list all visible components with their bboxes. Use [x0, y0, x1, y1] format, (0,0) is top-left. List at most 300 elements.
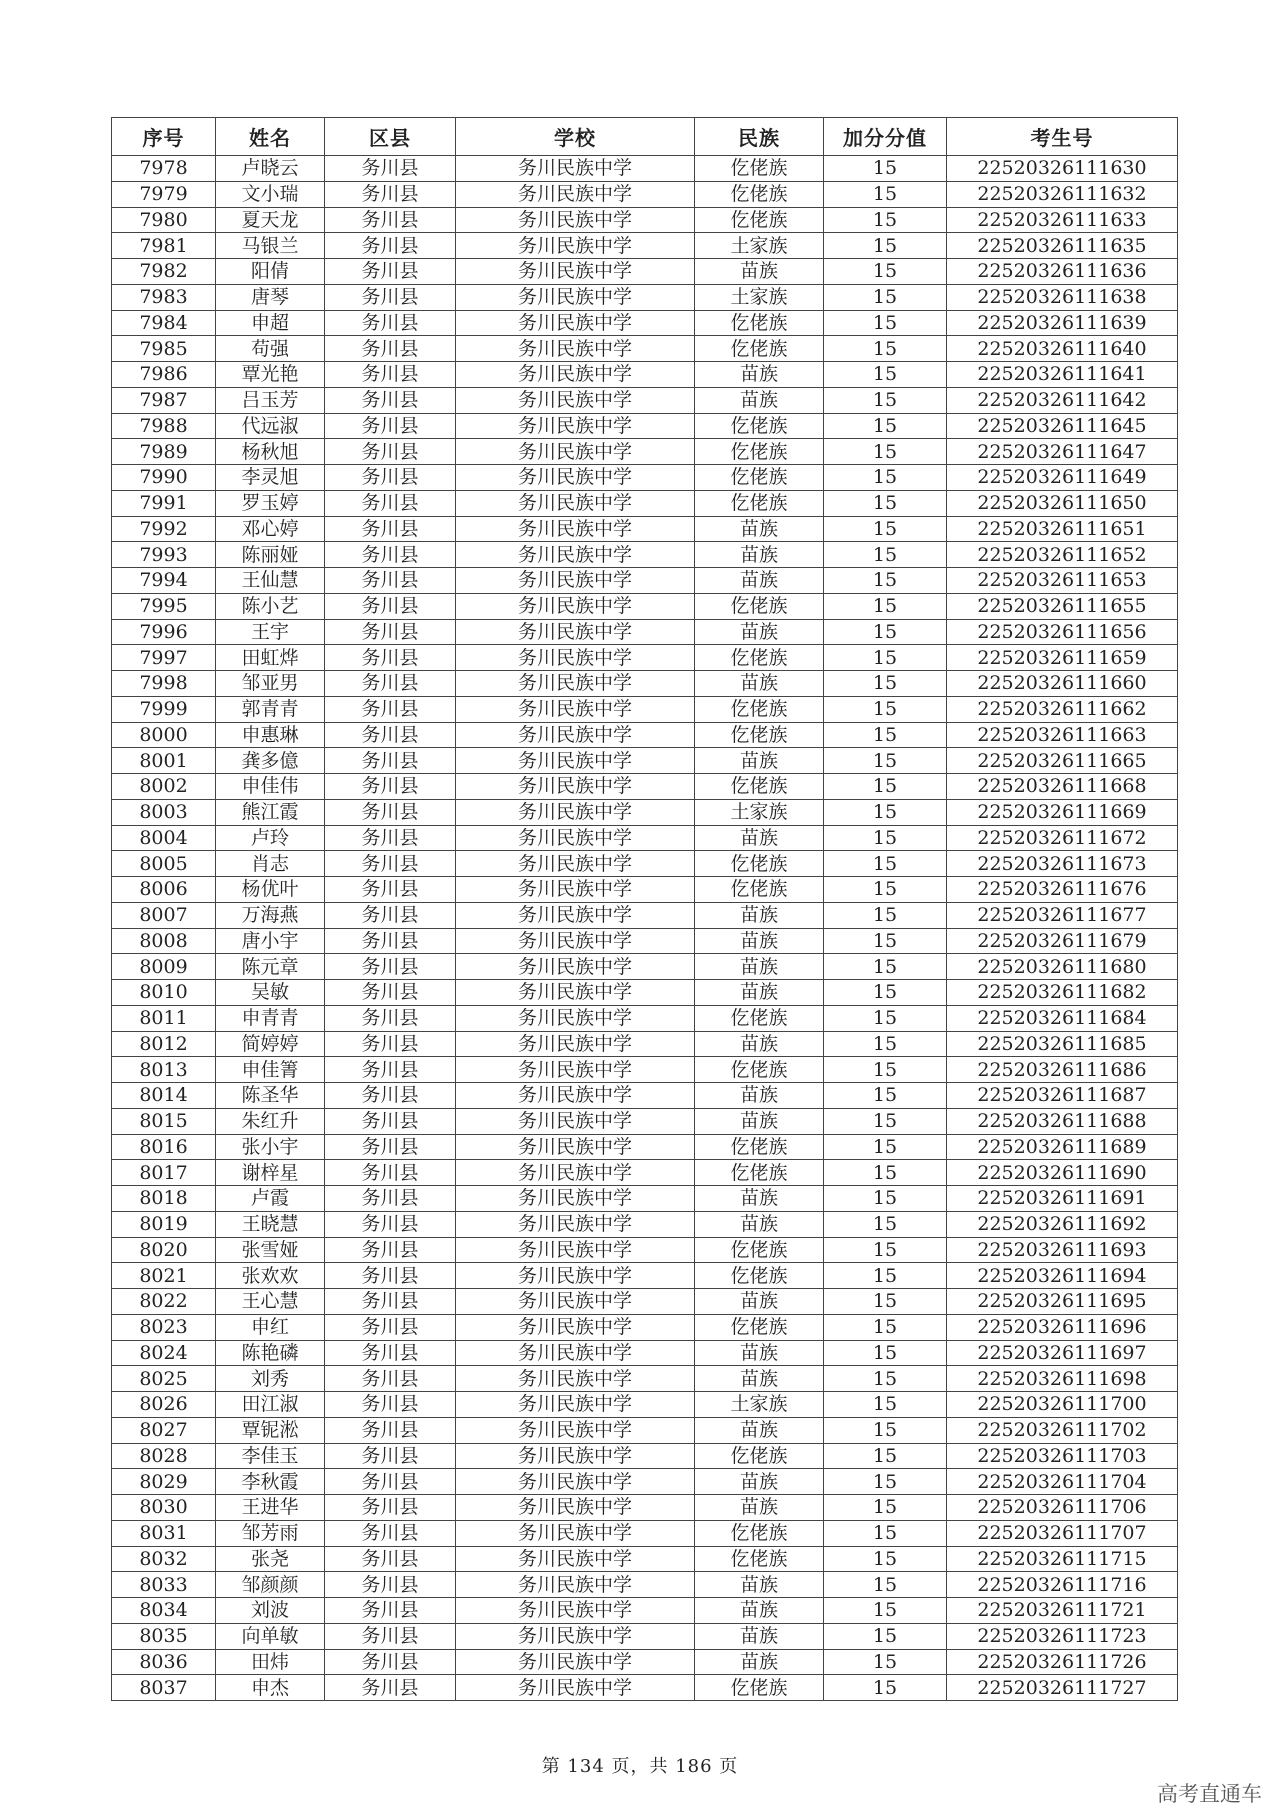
bonus-cell: 15: [824, 1623, 947, 1649]
bonus-cell: 15: [824, 902, 947, 928]
ethnicity-cell: 仡佬族: [695, 1675, 824, 1701]
name-cell: 邹亚男: [216, 671, 325, 697]
county-cell: 务川县: [325, 1546, 456, 1572]
bonus-cell: 15: [824, 1366, 947, 1392]
exam-id-cell: 22520326111651: [947, 516, 1178, 542]
school-cell: 务川民族中学: [456, 156, 695, 182]
table-row: [112, 1005, 1178, 1031]
name-cell: 邹芳雨: [216, 1520, 325, 1546]
county-cell: 务川县: [325, 1160, 456, 1186]
county-cell: 务川县: [325, 799, 456, 825]
ethnicity-cell: 苗族: [695, 1417, 824, 1443]
bonus-cell: 15: [824, 259, 947, 285]
county-cell: 务川县: [325, 413, 456, 439]
bonus-cell: 15: [824, 1031, 947, 1057]
ethnicity-cell: 仡佬族: [695, 774, 824, 800]
bonus-cell: 15: [824, 362, 947, 388]
table-header: [112, 118, 1178, 156]
exam-id-cell: 22520326111630: [947, 156, 1178, 182]
ethnicity-cell: 苗族: [695, 1469, 824, 1495]
bonus-cell: 15: [824, 516, 947, 542]
bonus-cell: 15: [824, 671, 947, 697]
name-cell: 卢晓云: [216, 156, 325, 182]
exam-id-cell: 22520326111680: [947, 954, 1178, 980]
bonus-cell: 15: [824, 1469, 947, 1495]
column-header-exam-id: 考生号: [947, 118, 1178, 156]
school-cell: 务川民族中学: [456, 1108, 695, 1134]
county-cell: 务川县: [325, 645, 456, 671]
exam-id-cell: 22520326111659: [947, 645, 1178, 671]
table-row: [112, 284, 1178, 310]
seq-cell: 8015: [112, 1108, 216, 1134]
seq-cell: 8027: [112, 1417, 216, 1443]
county-cell: 务川县: [325, 722, 456, 748]
seq-cell: 8023: [112, 1314, 216, 1340]
county-cell: 务川县: [325, 1005, 456, 1031]
ethnicity-cell: 仡佬族: [695, 722, 824, 748]
seq-cell: 8035: [112, 1623, 216, 1649]
county-cell: 务川县: [325, 284, 456, 310]
table-row: [112, 877, 1178, 903]
ethnicity-cell: 仡佬族: [695, 207, 824, 233]
seq-cell: 7984: [112, 310, 216, 336]
school-cell: 务川民族中学: [456, 980, 695, 1006]
table-row: [112, 362, 1178, 388]
bonus-cell: 15: [824, 1675, 947, 1701]
name-cell: 王仙慧: [216, 568, 325, 594]
school-cell: 务川民族中学: [456, 1546, 695, 1572]
bonus-cell: 15: [824, 696, 947, 722]
table-row: [112, 928, 1178, 954]
bonus-cell: 15: [824, 1057, 947, 1083]
seq-cell: 8036: [112, 1649, 216, 1675]
ethnicity-cell: 苗族: [695, 902, 824, 928]
county-cell: 务川县: [325, 1186, 456, 1212]
bonus-cell: 15: [824, 799, 947, 825]
name-cell: 熊江霞: [216, 799, 325, 825]
county-cell: 务川县: [325, 1057, 456, 1083]
seq-cell: 8003: [112, 799, 216, 825]
bonus-cell: 15: [824, 825, 947, 851]
seq-cell: 7993: [112, 542, 216, 568]
bonus-cell: 15: [824, 619, 947, 645]
seq-cell: 8002: [112, 774, 216, 800]
name-cell: 王晓慧: [216, 1211, 325, 1237]
name-cell: 王心慧: [216, 1289, 325, 1315]
name-cell: 卢玲: [216, 825, 325, 851]
county-cell: 务川县: [325, 207, 456, 233]
ethnicity-cell: 苗族: [695, 954, 824, 980]
school-cell: 务川民族中学: [456, 1083, 695, 1109]
name-cell: 申佳箐: [216, 1057, 325, 1083]
county-cell: 务川县: [325, 1108, 456, 1134]
name-cell: 田虹烨: [216, 645, 325, 671]
name-cell: 杨秋旭: [216, 439, 325, 465]
table-row: [112, 310, 1178, 336]
bonus-cell: 15: [824, 1134, 947, 1160]
exam-id-cell: 22520326111668: [947, 774, 1178, 800]
exam-id-cell: 22520326111676: [947, 877, 1178, 903]
bonus-cell: 15: [824, 568, 947, 594]
table-row: [112, 671, 1178, 697]
ethnicity-cell: 仡佬族: [695, 413, 824, 439]
exam-id-cell: 22520326111684: [947, 1005, 1178, 1031]
name-cell: 李佳玉: [216, 1443, 325, 1469]
school-cell: 务川民族中学: [456, 1263, 695, 1289]
county-cell: 务川县: [325, 1211, 456, 1237]
exam-id-cell: 22520326111655: [947, 593, 1178, 619]
seq-cell: 8016: [112, 1134, 216, 1160]
county-cell: 务川县: [325, 490, 456, 516]
bonus-cell: 15: [824, 645, 947, 671]
bonus-cell: 15: [824, 542, 947, 568]
name-cell: 覃铌淞: [216, 1417, 325, 1443]
name-cell: 陈丽娅: [216, 542, 325, 568]
name-cell: 张雪娅: [216, 1237, 325, 1263]
county-cell: 务川县: [325, 310, 456, 336]
exam-id-cell: 22520326111653: [947, 568, 1178, 594]
table-row: [112, 1211, 1178, 1237]
seq-cell: 7987: [112, 387, 216, 413]
exam-id-cell: 22520326111662: [947, 696, 1178, 722]
name-cell: 文小瑞: [216, 181, 325, 207]
table-row: [112, 980, 1178, 1006]
ethnicity-cell: 苗族: [695, 1289, 824, 1315]
exam-id-cell: 22520326111698: [947, 1366, 1178, 1392]
ethnicity-cell: 仡佬族: [695, 490, 824, 516]
name-cell: 谢梓星: [216, 1160, 325, 1186]
county-cell: 务川县: [325, 1417, 456, 1443]
name-cell: 吕玉芳: [216, 387, 325, 413]
seq-cell: 8009: [112, 954, 216, 980]
county-cell: 务川县: [325, 156, 456, 182]
name-cell: 覃光艳: [216, 362, 325, 388]
county-cell: 务川县: [325, 1392, 456, 1418]
table-row: [112, 1134, 1178, 1160]
name-cell: 陈小艺: [216, 593, 325, 619]
exam-id-cell: 22520326111696: [947, 1314, 1178, 1340]
ethnicity-cell: 仡佬族: [695, 1546, 824, 1572]
exam-id-cell: 22520326111694: [947, 1263, 1178, 1289]
exam-id-cell: 22520326111704: [947, 1469, 1178, 1495]
bonus-cell: 15: [824, 1443, 947, 1469]
school-cell: 务川民族中学: [456, 310, 695, 336]
name-cell: 苟强: [216, 336, 325, 362]
bonus-cell: 15: [824, 1108, 947, 1134]
county-cell: 务川县: [325, 851, 456, 877]
county-cell: 务川县: [325, 1495, 456, 1521]
name-cell: 杨优叶: [216, 877, 325, 903]
school-cell: 务川民族中学: [456, 387, 695, 413]
seq-cell: 8033: [112, 1572, 216, 1598]
table-row: [112, 1675, 1178, 1701]
county-cell: 务川县: [325, 181, 456, 207]
exam-id-cell: 22520326111638: [947, 284, 1178, 310]
table-row: [112, 413, 1178, 439]
table-row: [112, 1186, 1178, 1212]
exam-id-cell: 22520326111721: [947, 1598, 1178, 1624]
name-cell: 田炜: [216, 1649, 325, 1675]
county-cell: 务川县: [325, 774, 456, 800]
county-cell: 务川县: [325, 1237, 456, 1263]
county-cell: 务川县: [325, 696, 456, 722]
school-cell: 务川民族中学: [456, 1031, 695, 1057]
table-row: [112, 336, 1178, 362]
exam-id-cell: 22520326111692: [947, 1211, 1178, 1237]
county-cell: 务川县: [325, 619, 456, 645]
table-row: [112, 1160, 1178, 1186]
ethnicity-cell: 仡佬族: [695, 645, 824, 671]
name-cell: 王进华: [216, 1495, 325, 1521]
ethnicity-cell: 苗族: [695, 619, 824, 645]
table-row: [112, 387, 1178, 413]
county-cell: 务川县: [325, 593, 456, 619]
ethnicity-cell: 仡佬族: [695, 181, 824, 207]
school-cell: 务川民族中学: [456, 1134, 695, 1160]
bonus-cell: 15: [824, 310, 947, 336]
exam-id-cell: 22520326111635: [947, 233, 1178, 259]
school-cell: 务川民族中学: [456, 1469, 695, 1495]
name-cell: 田江淑: [216, 1392, 325, 1418]
ethnicity-cell: 苗族: [695, 387, 824, 413]
bonus-cell: 15: [824, 233, 947, 259]
exam-id-cell: 22520326111652: [947, 542, 1178, 568]
county-cell: 务川县: [325, 748, 456, 774]
school-cell: 务川民族中学: [456, 1649, 695, 1675]
school-cell: 务川民族中学: [456, 645, 695, 671]
table-row: [112, 1289, 1178, 1315]
exam-id-cell: 22520326111656: [947, 619, 1178, 645]
roster-table: [111, 117, 1178, 1701]
table-row: [112, 902, 1178, 928]
school-cell: 务川民族中学: [456, 1289, 695, 1315]
table-row: [112, 465, 1178, 491]
table-row: [112, 1392, 1178, 1418]
bonus-cell: 15: [824, 1572, 947, 1598]
county-cell: 务川县: [325, 439, 456, 465]
school-cell: 务川民族中学: [456, 284, 695, 310]
bonus-cell: 15: [824, 1546, 947, 1572]
exam-id-cell: 22520326111673: [947, 851, 1178, 877]
ethnicity-cell: 苗族: [695, 825, 824, 851]
table-row: [112, 645, 1178, 671]
school-cell: 务川民族中学: [456, 1340, 695, 1366]
name-cell: 阳倩: [216, 259, 325, 285]
school-cell: 务川民族中学: [456, 722, 695, 748]
bonus-cell: 15: [824, 774, 947, 800]
ethnicity-cell: 苗族: [695, 516, 824, 542]
county-cell: 务川县: [325, 1520, 456, 1546]
name-cell: 邹颜颜: [216, 1572, 325, 1598]
exam-id-cell: 22520326111693: [947, 1237, 1178, 1263]
school-cell: 务川民族中学: [456, 851, 695, 877]
bonus-cell: 15: [824, 336, 947, 362]
ethnicity-cell: 仡佬族: [695, 1057, 824, 1083]
name-cell: 万海燕: [216, 902, 325, 928]
school-cell: 务川民族中学: [456, 593, 695, 619]
table-row: [112, 799, 1178, 825]
school-cell: 务川民族中学: [456, 928, 695, 954]
ethnicity-cell: 仡佬族: [695, 1520, 824, 1546]
county-cell: 务川县: [325, 387, 456, 413]
table-row: [112, 1263, 1178, 1289]
seq-cell: 8018: [112, 1186, 216, 1212]
county-cell: 务川县: [325, 1263, 456, 1289]
ethnicity-cell: 苗族: [695, 1623, 824, 1649]
name-cell: 邓心婷: [216, 516, 325, 542]
ethnicity-cell: 苗族: [695, 1211, 824, 1237]
seq-cell: 8014: [112, 1083, 216, 1109]
school-cell: 务川民族中学: [456, 362, 695, 388]
county-cell: 务川县: [325, 1675, 456, 1701]
exam-id-cell: 22520326111682: [947, 980, 1178, 1006]
ethnicity-cell: 苗族: [695, 1186, 824, 1212]
bonus-cell: 15: [824, 1598, 947, 1624]
seq-cell: 8013: [112, 1057, 216, 1083]
seq-cell: 8025: [112, 1366, 216, 1392]
exam-id-cell: 22520326111726: [947, 1649, 1178, 1675]
county-cell: 务川县: [325, 825, 456, 851]
name-cell: 朱红升: [216, 1108, 325, 1134]
seq-cell: 8005: [112, 851, 216, 877]
seq-cell: 8006: [112, 877, 216, 903]
school-cell: 务川民族中学: [456, 1443, 695, 1469]
bonus-cell: 15: [824, 1160, 947, 1186]
seq-cell: 8011: [112, 1005, 216, 1031]
seq-cell: 7990: [112, 465, 216, 491]
ethnicity-cell: 土家族: [695, 233, 824, 259]
seq-cell: 8022: [112, 1289, 216, 1315]
bonus-cell: 15: [824, 465, 947, 491]
exam-id-cell: 22520326111685: [947, 1031, 1178, 1057]
name-cell: 李秋霞: [216, 1469, 325, 1495]
name-cell: 唐琴: [216, 284, 325, 310]
seq-cell: 7989: [112, 439, 216, 465]
seq-cell: 8037: [112, 1675, 216, 1701]
school-cell: 务川民族中学: [456, 1495, 695, 1521]
seq-cell: 7985: [112, 336, 216, 362]
bonus-cell: 15: [824, 284, 947, 310]
name-cell: 卢霞: [216, 1186, 325, 1212]
bonus-cell: 15: [824, 413, 947, 439]
seq-cell: 7978: [112, 156, 216, 182]
seq-cell: 7992: [112, 516, 216, 542]
county-cell: 务川县: [325, 336, 456, 362]
ethnicity-cell: 苗族: [695, 1108, 824, 1134]
table-row: [112, 1057, 1178, 1083]
exam-id-cell: 22520326111650: [947, 490, 1178, 516]
bonus-cell: 15: [824, 1392, 947, 1418]
seq-cell: 7999: [112, 696, 216, 722]
school-cell: 务川民族中学: [456, 619, 695, 645]
seq-cell: 8021: [112, 1263, 216, 1289]
table-row: [112, 1443, 1178, 1469]
school-cell: 务川民族中学: [456, 568, 695, 594]
name-cell: 陈元章: [216, 954, 325, 980]
school-cell: 务川民族中学: [456, 542, 695, 568]
name-cell: 张欢欢: [216, 1263, 325, 1289]
exam-id-cell: 22520326111727: [947, 1675, 1178, 1701]
table-row: [112, 748, 1178, 774]
school-cell: 务川民族中学: [456, 774, 695, 800]
ethnicity-cell: 仡佬族: [695, 465, 824, 491]
school-cell: 务川民族中学: [456, 1237, 695, 1263]
exam-id-cell: 22520326111647: [947, 439, 1178, 465]
name-cell: 代远淑: [216, 413, 325, 439]
ethnicity-cell: 苗族: [695, 748, 824, 774]
table-row: [112, 233, 1178, 259]
name-cell: 申青青: [216, 1005, 325, 1031]
table-row: [112, 1649, 1178, 1675]
exam-id-cell: 22520326111687: [947, 1083, 1178, 1109]
table-row: [112, 156, 1178, 182]
exam-id-cell: 22520326111672: [947, 825, 1178, 851]
table-row: [112, 1083, 1178, 1109]
school-cell: 务川民族中学: [456, 439, 695, 465]
name-cell: 申红: [216, 1314, 325, 1340]
name-cell: 马银兰: [216, 233, 325, 259]
name-cell: 龚多億: [216, 748, 325, 774]
name-cell: 申杰: [216, 1675, 325, 1701]
table-row: [112, 1469, 1178, 1495]
name-cell: 申佳伟: [216, 774, 325, 800]
seq-cell: 7982: [112, 259, 216, 285]
ethnicity-cell: 仡佬族: [695, 1237, 824, 1263]
school-cell: 务川民族中学: [456, 1314, 695, 1340]
school-cell: 务川民族中学: [456, 1005, 695, 1031]
name-cell: 王宇: [216, 619, 325, 645]
ethnicity-cell: 苗族: [695, 542, 824, 568]
county-cell: 务川县: [325, 928, 456, 954]
county-cell: 务川县: [325, 259, 456, 285]
bonus-cell: 15: [824, 1314, 947, 1340]
bonus-cell: 15: [824, 1263, 947, 1289]
watermark-logo-text: 高考直通车: [1157, 1782, 1262, 1806]
table-row: [112, 1572, 1178, 1598]
ethnicity-cell: 仡佬族: [695, 1443, 824, 1469]
ethnicity-cell: 仡佬族: [695, 156, 824, 182]
seq-cell: 8032: [112, 1546, 216, 1572]
county-cell: 务川县: [325, 1314, 456, 1340]
exam-id-cell: 22520326111665: [947, 748, 1178, 774]
bonus-cell: 15: [824, 928, 947, 954]
school-cell: 务川民族中学: [456, 490, 695, 516]
school-cell: 务川民族中学: [456, 1392, 695, 1418]
seq-cell: 8017: [112, 1160, 216, 1186]
school-cell: 务川民族中学: [456, 233, 695, 259]
table-row: [112, 207, 1178, 233]
seq-cell: 7997: [112, 645, 216, 671]
seq-cell: 8000: [112, 722, 216, 748]
school-cell: 务川民族中学: [456, 1520, 695, 1546]
bonus-cell: 15: [824, 954, 947, 980]
exam-id-cell: 22520326111660: [947, 671, 1178, 697]
bonus-cell: 15: [824, 1186, 947, 1212]
county-cell: 务川县: [325, 1623, 456, 1649]
county-cell: 务川县: [325, 516, 456, 542]
seq-cell: 7998: [112, 671, 216, 697]
name-cell: 张尧: [216, 1546, 325, 1572]
bonus-cell: 15: [824, 980, 947, 1006]
bonus-cell: 15: [824, 1417, 947, 1443]
name-cell: 陈艳磷: [216, 1340, 325, 1366]
ethnicity-cell: 仡佬族: [695, 851, 824, 877]
ethnicity-cell: 土家族: [695, 799, 824, 825]
table-row: [112, 181, 1178, 207]
bonus-cell: 15: [824, 877, 947, 903]
exam-id-cell: 22520326111642: [947, 387, 1178, 413]
table-row: [112, 619, 1178, 645]
